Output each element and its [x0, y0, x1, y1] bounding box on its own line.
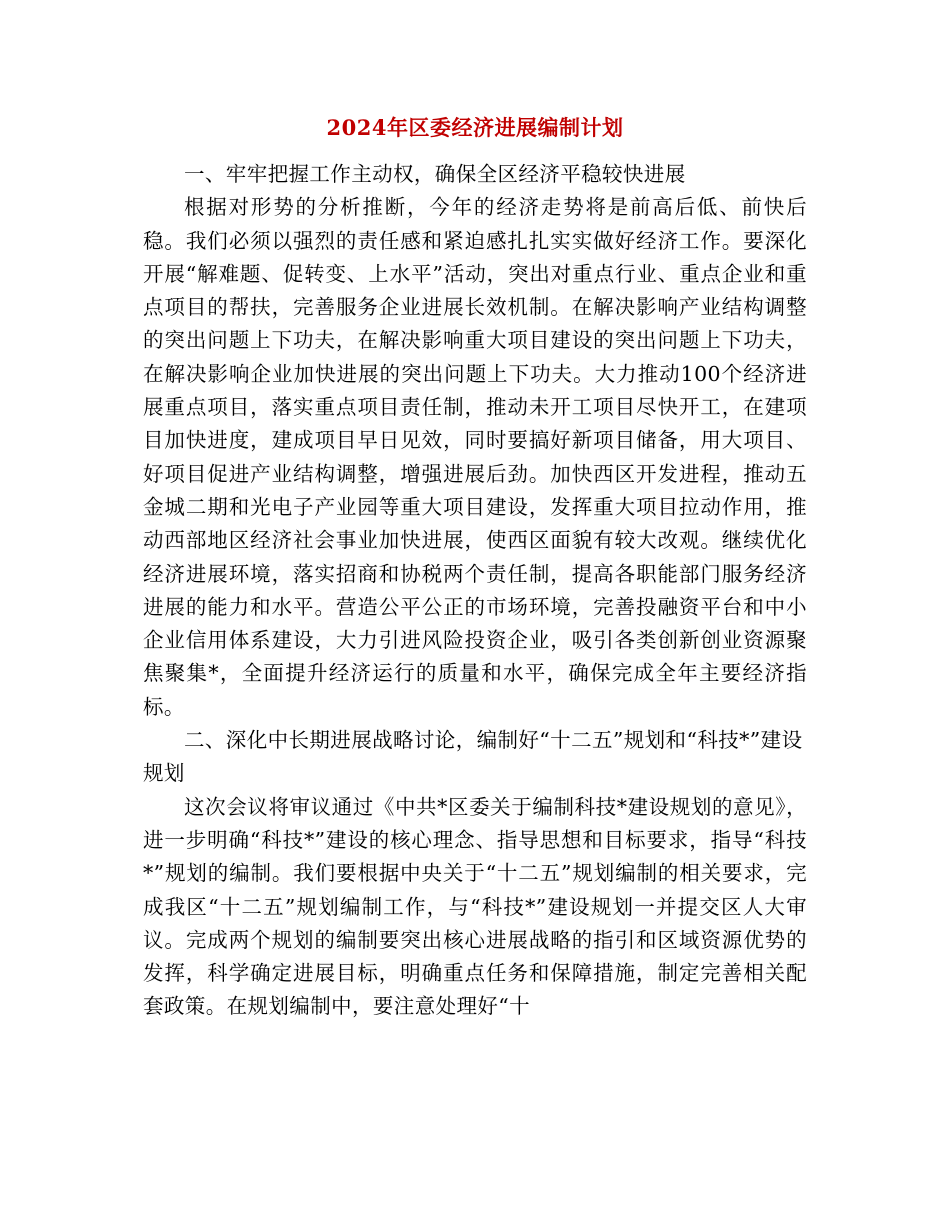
document-title: 2024年区委经济进展编制计划 — [326, 115, 624, 140]
section-1-paragraph: 根据对形势的分析推断，今年的经济走势将是前高后低、前快后稳。我们必须以强烈的责任感和紧迫感扎扎实实做好经济工作。要深化开展“解难题、促转变、上水平”活动，突出对重点行业、重点企业和重点项目的帮扶，完善服务企业进展长效机制。在解决影响产业结构调整的突出问题上下功夫，在解决影响重大项目建设的突出问题上下功夫，在解决影响企业加快进展的突出问题上下功夫。大力推动100个经济进展重点项目，落实重点项目责任制，推动未开工项目尽快开工，在建项目加快进度，建成项目早日见效，同时要搞好新项目储备，用大项目、好项目促进产业结构调整，增强进展后劲。加快西区开发进程，推动五金城二期和光电子产业园等重大项目建设，发挥重大项目拉动作用，推动西部地区经济社会事业加快进展，使西区面貌有较大改观。继续优化经济进展环境，落实招商和协税两个责任制，提高各职能部门服务经济进展的能力和水平。营造公平公正的市场环境，完善投融资平台和中小企业信用体系建设，大力引进风险投资企业，吸引各类创新创业资源聚焦聚集*，全面提升经济运行的质量和水平，确保完成全年主要经济指标。 — [143, 195, 807, 719]
document-body — [143, 158, 807, 1024]
section-2-heading: 二、深化中长期进展战略讨论，编制好“十二五”规划和“科技*”建设规划 — [143, 728, 803, 786]
section-2-paragraph: 这次会议将审议通过《中共*区委关于编制科技*建设规划的意见》，进一步明确“科技*”建设的核心理念、指导思想和目标要求，指导“科技*”规划的编制。我们要根据中央关于“十二五”规划编制的相关要求，完成我区“十二五”规划编制工作，与“科技*”建设规划一并提交区人大审议。完成两个规划的编制要突出核心进展战略的指引和区域资源优势的发挥，科学确定进展目标，明确重点任务和保障措施，制定完善相关配套政策。在规划编制中，要注意处理好“十 — [143, 794, 807, 1019]
section-1-heading: 一、牢牢把握工作主动权，确保全区经济平稳较快进展 — [184, 162, 686, 186]
